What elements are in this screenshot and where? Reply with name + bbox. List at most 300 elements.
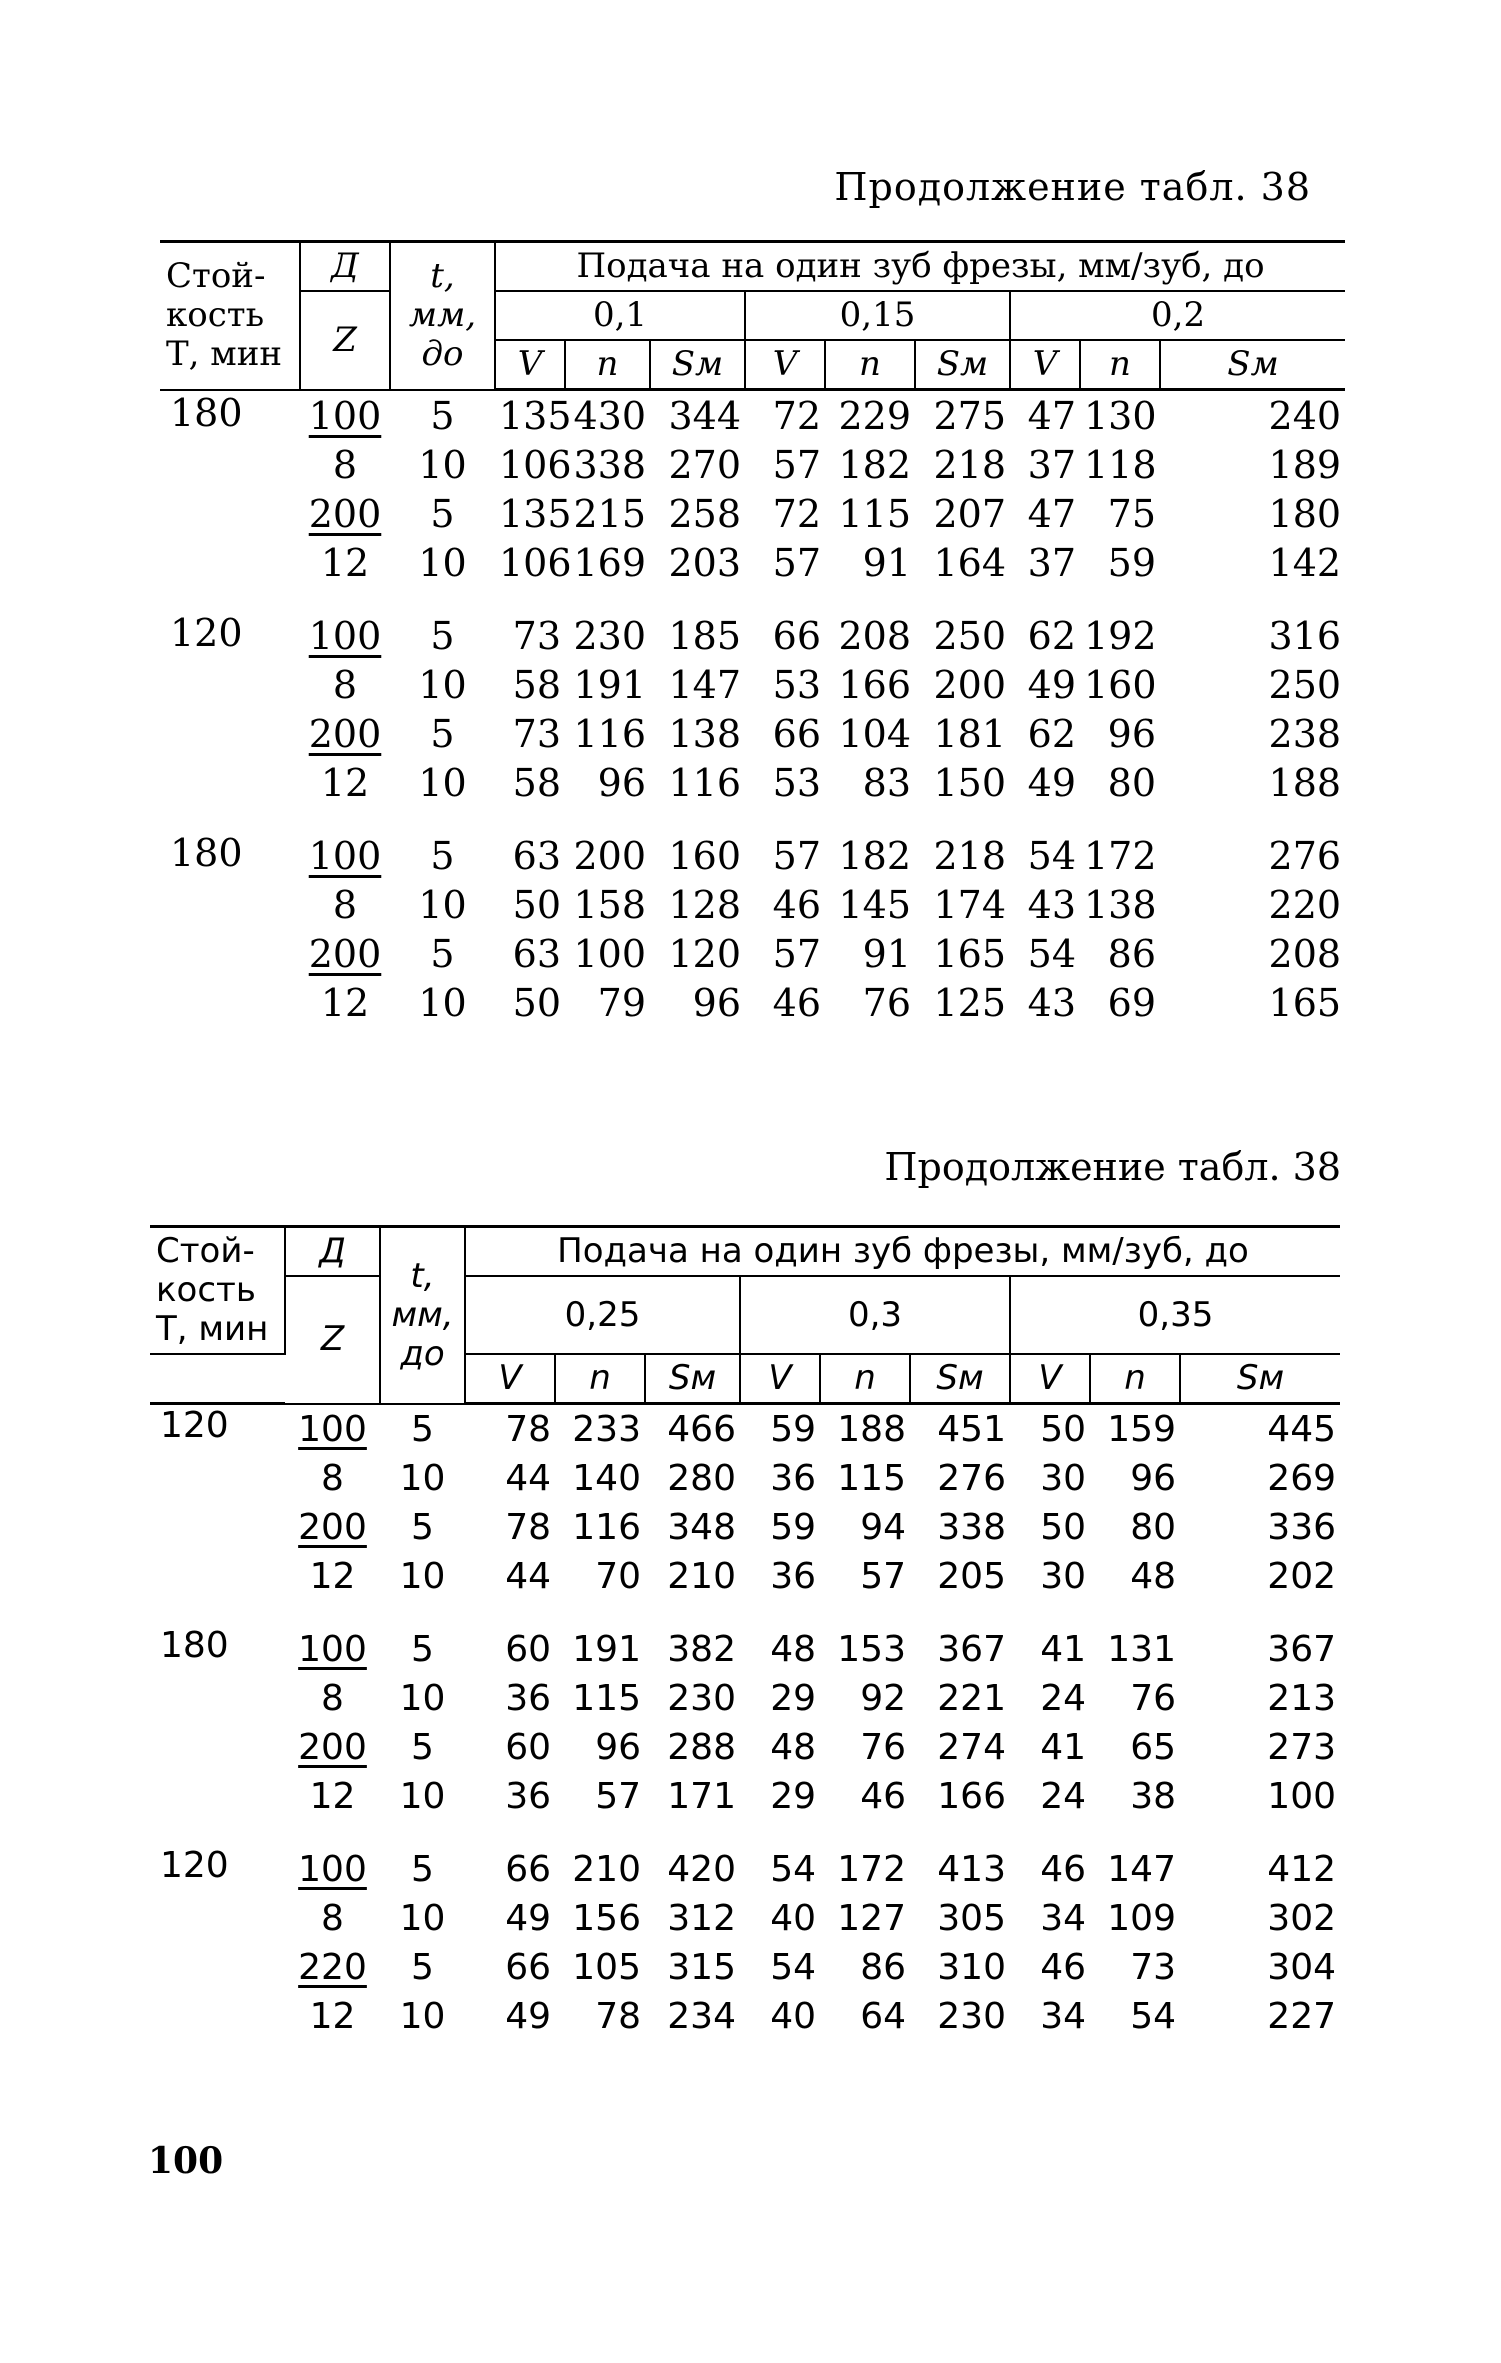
col-header-T: Стой-кость Т, мин — [150, 1227, 285, 1355]
depth-cell: 5 — [430, 931, 455, 976]
table-row — [160, 660, 1345, 709]
value-cell: 73 — [512, 613, 561, 658]
value-cell: 80 — [1107, 760, 1156, 805]
value-cell: 57 — [772, 833, 821, 878]
value-cell: 53 — [772, 760, 821, 805]
table-row — [150, 1503, 1340, 1552]
value-cell: 466 — [667, 1409, 736, 1451]
value-cell: 83 — [862, 760, 911, 805]
table-row — [150, 1894, 1340, 1943]
value-cell: 47 — [1027, 491, 1076, 536]
value-cell: 44 — [505, 1458, 551, 1500]
depth-cell: 5 — [411, 1727, 434, 1769]
value-cell: 174 — [933, 882, 1006, 927]
tool-life-cell — [160, 440, 300, 489]
depth-cell: 10 — [399, 1996, 446, 2038]
value-cell: 57 — [772, 442, 821, 487]
sub-header-Sm: Sм — [915, 340, 1010, 390]
tool-life-cell — [160, 660, 300, 709]
value-cell: 165 — [933, 931, 1006, 976]
value-cell: 200 — [933, 662, 1006, 707]
value-cell: 130 — [1084, 393, 1157, 438]
value-cell: 166 — [838, 662, 911, 707]
value-cell: 66 — [772, 711, 821, 756]
table-row — [150, 1552, 1340, 1601]
value-cell: 115 — [837, 1458, 906, 1500]
value-cell: 191 — [572, 1629, 641, 1671]
tool-life-cell — [150, 1992, 285, 2041]
table-row — [160, 880, 1345, 929]
value-cell: 273 — [1267, 1727, 1337, 1769]
tool-life-cell — [160, 880, 300, 929]
value-cell: 147 — [668, 662, 741, 707]
table-row — [150, 1454, 1340, 1503]
value-cell: 128 — [668, 882, 741, 927]
sub-header-V: V — [745, 340, 825, 390]
value-cell: 94 — [860, 1507, 906, 1549]
diameter-teeth-cell: 12 — [309, 1996, 356, 2038]
value-cell: 59 — [770, 1507, 816, 1549]
value-cell: 46 — [860, 1776, 906, 1818]
value-cell: 100 — [1267, 1776, 1337, 1818]
value-cell: 230 — [573, 613, 646, 658]
col-header-t: t, мм, до — [390, 242, 495, 390]
value-cell: 115 — [572, 1678, 641, 1720]
value-cell: 41 — [1040, 1629, 1086, 1671]
value-cell: 66 — [505, 1849, 551, 1891]
value-cell: 160 — [668, 833, 741, 878]
tool-life-cell — [160, 709, 300, 758]
col-header-Z: Z — [285, 1276, 380, 1404]
value-cell: 96 — [692, 980, 741, 1025]
value-cell: 135 — [499, 491, 572, 536]
value-cell: 72 — [772, 393, 821, 438]
value-cell: 64 — [860, 1996, 906, 2038]
col-header-t: t, мм, до — [380, 1227, 465, 1404]
value-cell: 106 — [499, 442, 572, 487]
value-cell: 203 — [668, 540, 741, 585]
value-cell: 54 — [770, 1849, 816, 1891]
feed-header: 0,35 — [1010, 1276, 1340, 1354]
tool-life-cell — [150, 1723, 285, 1772]
value-cell: 96 — [597, 760, 646, 805]
sub-header-Sm: Sм — [645, 1354, 740, 1404]
depth-cell: 5 — [430, 613, 455, 658]
tool-life-cell — [150, 1503, 285, 1552]
value-cell: 63 — [512, 833, 561, 878]
value-cell: 344 — [668, 393, 741, 438]
feed-header: 0,15 — [745, 291, 1010, 340]
value-cell: 172 — [837, 1849, 906, 1891]
value-cell: 96 — [595, 1727, 641, 1769]
table-body — [160, 390, 1345, 1028]
value-cell: 213 — [1267, 1678, 1337, 1720]
value-cell: 54 — [1027, 931, 1076, 976]
spec-table-2 — [150, 1225, 1340, 2041]
feed-header: 0,1 — [495, 291, 745, 340]
value-cell: 76 — [860, 1727, 906, 1769]
value-cell: 348 — [667, 1507, 736, 1549]
value-cell: 30 — [1040, 1556, 1086, 1598]
value-cell: 66 — [505, 1947, 551, 1989]
value-cell: 338 — [573, 442, 646, 487]
value-cell: 75 — [1107, 491, 1156, 536]
tool-life-cell — [160, 978, 300, 1027]
value-cell: 36 — [505, 1678, 551, 1720]
value-cell: 91 — [862, 540, 911, 585]
value-cell: 43 — [1027, 980, 1076, 1025]
depth-cell: 10 — [418, 980, 467, 1025]
depth-cell: 10 — [418, 760, 467, 805]
table-row — [160, 611, 1345, 660]
value-cell: 60 — [505, 1629, 551, 1671]
value-cell: 200 — [573, 833, 646, 878]
value-cell: 96 — [1107, 711, 1156, 756]
value-cell: 36 — [770, 1458, 816, 1500]
value-cell: 54 — [1027, 833, 1076, 878]
value-cell: 280 — [667, 1458, 736, 1500]
diameter-teeth-cell: 200 — [308, 711, 382, 756]
depth-cell: 5 — [411, 1629, 434, 1671]
value-cell: 169 — [573, 540, 646, 585]
value-cell: 135 — [499, 393, 572, 438]
feed-header: 0,2 — [1010, 291, 1345, 340]
tool-life-cell: 120 — [170, 611, 243, 656]
value-cell: 270 — [668, 442, 741, 487]
value-cell: 59 — [1107, 540, 1156, 585]
value-cell: 210 — [667, 1556, 736, 1598]
diameter-teeth-cell: 8 — [332, 662, 358, 707]
value-cell: 44 — [505, 1556, 551, 1598]
diameter-teeth-cell: 8 — [321, 1678, 344, 1720]
depth-cell: 5 — [430, 711, 455, 756]
value-cell: 315 — [667, 1947, 736, 1989]
value-cell: 46 — [772, 882, 821, 927]
value-cell: 58 — [512, 662, 561, 707]
tool-life-cell: 180 — [170, 390, 243, 435]
value-cell: 104 — [838, 711, 911, 756]
sub-header-n: n — [555, 1354, 645, 1404]
spec-table-1 — [160, 240, 1345, 1027]
col-header-Z: Z — [300, 291, 390, 390]
tool-life-cell — [150, 1943, 285, 1992]
value-cell: 142 — [1268, 540, 1342, 585]
value-cell: 258 — [668, 491, 741, 536]
sub-header-n: n — [565, 340, 650, 390]
value-cell: 57 — [595, 1776, 641, 1818]
table-row — [150, 1772, 1340, 1821]
feed-title: Подача на один зуб фрезы, мм/зуб, до — [465, 1227, 1340, 1277]
value-cell: 131 — [1107, 1629, 1176, 1671]
table-row — [150, 1992, 1340, 2041]
sub-header-n: n — [825, 340, 915, 390]
value-cell: 367 — [937, 1629, 1006, 1671]
value-cell: 46 — [1040, 1849, 1086, 1891]
diameter-teeth-cell: 220 — [298, 1947, 367, 1989]
diameter-teeth-cell: 100 — [298, 1849, 367, 1891]
value-cell: 338 — [937, 1507, 1006, 1549]
value-cell: 73 — [512, 711, 561, 756]
value-cell: 125 — [933, 980, 1006, 1025]
value-cell: 37 — [1027, 540, 1076, 585]
value-cell: 158 — [573, 882, 646, 927]
value-cell: 229 — [838, 393, 911, 438]
value-cell: 70 — [595, 1556, 641, 1598]
col-header-T: Стой-кость Т, мин — [160, 242, 300, 390]
depth-cell: 10 — [399, 1898, 446, 1940]
value-cell: 30 — [1040, 1458, 1086, 1500]
value-cell: 24 — [1040, 1776, 1086, 1818]
value-cell: 48 — [770, 1629, 816, 1671]
value-cell: 40 — [770, 1898, 816, 1940]
value-cell: 127 — [837, 1898, 906, 1940]
value-cell: 312 — [667, 1898, 736, 1940]
value-cell: 208 — [838, 613, 911, 658]
value-cell: 172 — [1084, 833, 1157, 878]
value-cell: 221 — [937, 1678, 1006, 1720]
value-cell: 96 — [1130, 1458, 1176, 1500]
diameter-teeth-cell: 100 — [308, 613, 382, 658]
value-cell: 58 — [512, 760, 561, 805]
diameter-teeth-cell: 200 — [298, 1727, 367, 1769]
tool-life-cell — [150, 1454, 285, 1503]
value-cell: 382 — [667, 1629, 736, 1671]
diameter-teeth-cell: 12 — [320, 760, 370, 805]
diameter-teeth-cell: 8 — [321, 1898, 344, 1940]
table-row — [150, 1674, 1340, 1723]
value-cell: 86 — [860, 1947, 906, 1989]
value-cell: 156 — [572, 1898, 641, 1940]
table-row — [150, 1845, 1340, 1894]
value-cell: 29 — [770, 1776, 816, 1818]
value-cell: 166 — [937, 1776, 1006, 1818]
value-cell: 230 — [937, 1996, 1006, 2038]
table-row — [160, 709, 1345, 758]
value-cell: 57 — [772, 931, 821, 976]
value-cell: 91 — [862, 931, 911, 976]
value-cell: 53 — [772, 662, 821, 707]
tool-life-cell — [150, 1894, 285, 1943]
value-cell: 48 — [770, 1727, 816, 1769]
sub-header-Sm: Sм — [910, 1354, 1010, 1404]
value-cell: 182 — [838, 833, 911, 878]
value-cell: 189 — [1268, 442, 1342, 487]
value-cell: 63 — [512, 931, 561, 976]
tool-life-cell — [160, 489, 300, 538]
depth-cell: 10 — [399, 1556, 446, 1598]
value-cell: 37 — [1027, 442, 1076, 487]
value-cell: 105 — [572, 1947, 641, 1989]
depth-cell: 10 — [418, 442, 467, 487]
table-row — [150, 1723, 1340, 1772]
tool-life-cell — [160, 758, 300, 807]
feed-header: 0,3 — [740, 1276, 1010, 1354]
value-cell: 160 — [1084, 662, 1157, 707]
tool-life-cell: 180 — [160, 1625, 229, 1667]
value-cell: 191 — [573, 662, 646, 707]
value-cell: 80 — [1130, 1507, 1176, 1549]
value-cell: 76 — [1130, 1678, 1176, 1720]
diameter-teeth-cell: 8 — [332, 882, 358, 927]
value-cell: 188 — [837, 1409, 906, 1451]
value-cell: 138 — [1084, 882, 1157, 927]
table-row — [160, 440, 1345, 489]
value-cell: 60 — [505, 1727, 551, 1769]
table-row — [150, 1943, 1340, 1992]
value-cell: 120 — [668, 931, 741, 976]
diameter-teeth-cell: 12 — [309, 1776, 356, 1818]
value-cell: 336 — [1267, 1507, 1337, 1549]
diameter-teeth-cell: 8 — [332, 442, 358, 487]
value-cell: 38 — [1130, 1776, 1176, 1818]
table-row — [160, 929, 1345, 978]
value-cell: 57 — [772, 540, 821, 585]
value-cell: 234 — [667, 1996, 736, 2038]
diameter-teeth-cell: 100 — [298, 1409, 367, 1451]
sub-header-V: V — [1010, 1354, 1090, 1404]
value-cell: 276 — [1268, 833, 1342, 878]
diameter-teeth-cell: 200 — [298, 1507, 367, 1549]
value-cell: 73 — [1130, 1947, 1176, 1989]
col-header-D: Д — [285, 1227, 380, 1277]
value-cell: 116 — [573, 711, 646, 756]
value-cell: 62 — [1027, 613, 1076, 658]
diameter-teeth-cell: 100 — [298, 1629, 367, 1671]
value-cell: 59 — [770, 1409, 816, 1451]
value-cell: 413 — [937, 1849, 1006, 1891]
value-cell: 50 — [1040, 1409, 1086, 1451]
depth-cell: 5 — [430, 393, 455, 438]
value-cell: 66 — [772, 613, 821, 658]
value-cell: 86 — [1107, 931, 1156, 976]
table-row — [150, 1404, 1340, 1455]
diameter-teeth-cell: 12 — [320, 980, 370, 1025]
value-cell: 227 — [1267, 1996, 1337, 2038]
value-cell: 50 — [512, 980, 561, 1025]
depth-cell: 5 — [411, 1849, 434, 1891]
value-cell: 46 — [1040, 1947, 1086, 1989]
value-cell: 218 — [933, 833, 1006, 878]
feed-header: 0,25 — [465, 1276, 740, 1354]
value-cell: 92 — [860, 1678, 906, 1720]
diameter-teeth-cell: 12 — [320, 540, 370, 585]
value-cell: 57 — [860, 1556, 906, 1598]
value-cell: 274 — [937, 1727, 1006, 1769]
value-cell: 316 — [1268, 613, 1342, 658]
table-row — [160, 831, 1345, 880]
value-cell: 451 — [937, 1409, 1006, 1451]
value-cell: 49 — [505, 1996, 551, 2038]
tool-life-cell — [160, 538, 300, 587]
diameter-teeth-cell: 200 — [308, 931, 382, 976]
sub-header-Sm: Sм — [650, 340, 745, 390]
depth-cell: 10 — [418, 882, 467, 927]
value-cell: 240 — [1268, 393, 1342, 438]
depth-cell: 10 — [418, 662, 467, 707]
depth-cell: 10 — [418, 540, 467, 585]
value-cell: 180 — [1268, 491, 1342, 536]
table-row — [160, 758, 1345, 807]
table-row — [160, 390, 1345, 441]
tool-life-cell: 180 — [170, 831, 243, 876]
value-cell: 69 — [1107, 980, 1156, 1025]
value-cell: 115 — [838, 491, 911, 536]
value-cell: 78 — [505, 1507, 551, 1549]
value-cell: 76 — [862, 980, 911, 1025]
depth-cell: 5 — [430, 833, 455, 878]
value-cell: 208 — [1268, 931, 1342, 976]
page-number: 100 — [148, 2140, 224, 2182]
value-cell: 192 — [1084, 613, 1157, 658]
depth-cell: 5 — [411, 1947, 434, 1989]
sub-header-V: V — [465, 1354, 555, 1404]
value-cell: 47 — [1027, 393, 1076, 438]
value-cell: 218 — [933, 442, 1006, 487]
value-cell: 40 — [770, 1996, 816, 2038]
value-cell: 182 — [838, 442, 911, 487]
value-cell: 185 — [668, 613, 741, 658]
value-cell: 24 — [1040, 1678, 1086, 1720]
value-cell: 215 — [573, 491, 646, 536]
value-cell: 118 — [1084, 442, 1157, 487]
tool-life-cell: 120 — [160, 1405, 229, 1447]
value-cell: 147 — [1107, 1849, 1176, 1891]
value-cell: 72 — [772, 491, 821, 536]
value-cell: 140 — [572, 1458, 641, 1500]
value-cell: 49 — [1027, 662, 1076, 707]
value-cell: 78 — [505, 1409, 551, 1451]
value-cell: 276 — [937, 1458, 1006, 1500]
depth-cell: 5 — [411, 1409, 434, 1451]
value-cell: 43 — [1027, 882, 1076, 927]
value-cell: 420 — [667, 1849, 736, 1891]
value-cell: 34 — [1040, 1996, 1086, 2038]
table-row — [160, 489, 1345, 538]
value-cell: 79 — [597, 980, 646, 1025]
value-cell: 310 — [937, 1947, 1006, 1989]
table-body — [150, 1404, 1340, 2042]
depth-cell: 10 — [399, 1458, 446, 1500]
continuation-label: Продолжение табл. 38 — [834, 165, 1311, 209]
value-cell: 412 — [1267, 1849, 1337, 1891]
value-cell: 304 — [1267, 1947, 1337, 1989]
sub-header-V: V — [740, 1354, 820, 1404]
value-cell: 150 — [933, 760, 1006, 805]
feed-title: Подача на один зуб фрезы, мм/зуб, до — [495, 242, 1345, 292]
value-cell: 78 — [595, 1996, 641, 2038]
value-cell: 29 — [770, 1678, 816, 1720]
value-cell: 233 — [572, 1409, 641, 1451]
value-cell: 445 — [1267, 1409, 1337, 1451]
value-cell: 145 — [838, 882, 911, 927]
value-cell: 220 — [1268, 882, 1342, 927]
sub-header-V: V — [495, 340, 565, 390]
value-cell: 207 — [933, 491, 1006, 536]
value-cell: 367 — [1267, 1629, 1337, 1671]
col-header-D: Д — [300, 242, 390, 292]
value-cell: 430 — [573, 393, 646, 438]
value-cell: 205 — [937, 1556, 1006, 1598]
depth-cell: 10 — [399, 1776, 446, 1818]
value-cell: 202 — [1267, 1556, 1337, 1598]
diameter-teeth-cell: 100 — [308, 393, 382, 438]
sub-header-V: V — [1010, 340, 1080, 390]
value-cell: 275 — [933, 393, 1006, 438]
tool-life-cell — [150, 1674, 285, 1723]
depth-cell: 5 — [430, 491, 455, 536]
tool-life-cell — [150, 1552, 285, 1601]
sub-header-n: n — [1080, 340, 1160, 390]
